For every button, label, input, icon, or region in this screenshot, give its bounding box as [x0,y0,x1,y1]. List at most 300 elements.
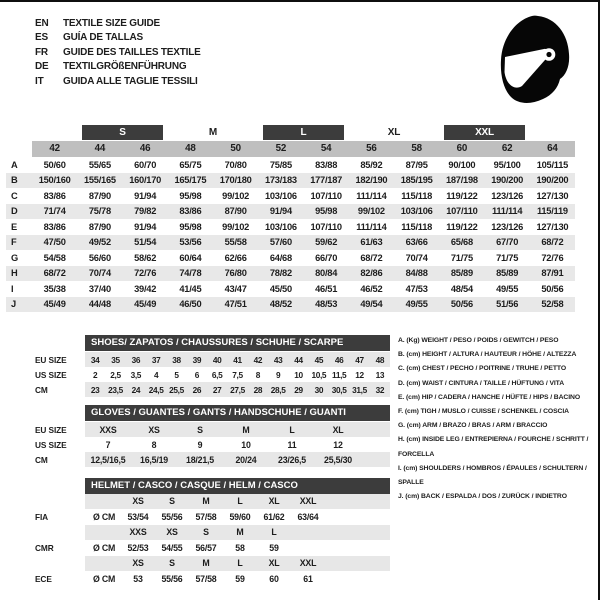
helmet-table-body [35,494,390,587]
helmet-size-label: L [237,558,243,569]
language-code: DE [35,61,49,73]
diameter-cm-label: Ø CM [93,511,116,522]
size-value: 87/90 [224,206,247,217]
helmet-size-label: S [169,496,175,507]
helmet-value-row [35,509,390,525]
certification-label: FIA [35,511,49,522]
size-value: 99/102 [222,221,250,232]
size-value: 71/75 [450,252,473,263]
shoe-cm-value: 27 [212,384,222,395]
size-value: 52/58 [541,299,564,310]
helmet-size-label: XS [132,558,144,569]
shoe-us-size: 2,5 [110,369,121,380]
row-letter: E [11,221,17,232]
shoe-us-size: 8 [255,369,260,380]
language-code: EN [35,18,49,29]
size-value: 123/126 [491,190,524,201]
size-number: 60 [439,141,484,157]
glove-cm-value: 18/21,5 [186,454,214,465]
size-table-body [6,157,575,312]
size-number: 62 [485,141,530,157]
helmet-cert-section [35,556,390,587]
size-table-row [6,297,575,313]
row-letter: C [11,190,18,201]
size-table-row [6,281,575,297]
shoe-cm-value: 28,5 [270,384,286,395]
helmet-cm-value: 52/53 [127,542,149,553]
size-value: 46/51 [315,283,338,294]
size-value: 85/89 [496,268,519,279]
shoe-cm-value: 24 [131,384,141,395]
textile-size-table [6,124,575,312]
size-value: 61/63 [360,237,383,248]
helmet-cert-section [35,494,390,525]
gloves-table [35,404,390,467]
size-value: 95/98 [179,221,202,232]
helmet-size-label: L [237,496,243,507]
shoe-us-size: 9 [276,369,281,380]
size-value: 51/54 [134,237,157,248]
size-value: 50/56 [541,283,564,294]
legend-item: G. (cm) ARM / BRAZO / BRAS / ARM / BRACCIO [398,422,548,430]
helmet-size-label: XXL [299,558,317,569]
helmet-size-label: S [203,527,209,538]
size-value: 170/180 [219,175,252,186]
size-value: 83/86 [43,190,66,201]
helmet-size-label: XS [166,527,178,538]
size-value: 187/198 [445,175,478,186]
measurement-legend [398,334,598,504]
size-value: 91/94 [134,221,157,232]
cm-label: CM [35,384,48,395]
diameter-cm-label: Ø CM [93,542,116,553]
size-value: 39/42 [134,283,157,294]
shoe-us-size: 4 [154,369,159,380]
size-value: 155/165 [83,175,116,186]
title-text: TEXTILGRÖßENFÜHRUNG [63,61,187,73]
shoe-us-size: 13 [375,369,385,380]
size-value: 79/82 [134,206,157,217]
size-value: 68/72 [541,237,564,248]
size-value: 115/119 [536,206,568,217]
size-value: 85/89 [450,268,473,279]
helmet-size-cells [85,525,390,541]
glove-eu-size: XXS [99,424,117,435]
shoe-us-size: 2 [93,369,98,380]
size-value: 41/45 [179,283,202,294]
legend-item: H. (cm) INSIDE LEG / ENTREPIERNA / FOURCHE / SCHRITT / FORCELLA [398,436,589,458]
size-value: 182/190 [355,175,388,186]
size-group-label: L [263,125,344,140]
helmet-size-label: XL [268,496,280,507]
helmet-size-row [35,494,390,510]
size-value: 75/78 [88,206,111,217]
size-value: 51/56 [496,299,519,310]
size-value: 62/66 [224,252,247,263]
glove-eu-size: XS [148,424,160,435]
helmet-value-row [35,571,390,587]
row-letter: H [11,268,18,279]
helmet-size-label: S [169,558,175,569]
size-value: 91/94 [269,206,292,217]
glove-us-size: 7 [105,439,111,450]
legend-item: D. (cm) WAIST / CINTURA / TAILLE / HÜFTUNG / VITA [398,379,565,387]
size-value: 56/60 [88,252,111,263]
size-value: 76/80 [224,268,247,279]
size-value: 43/47 [224,283,247,294]
helmet-value-cells [85,540,390,556]
helmet-cm-value: 59 [235,573,245,584]
size-value: 119/122 [446,221,478,232]
glove-us-size: 9 [197,439,203,450]
size-value: 115/118 [401,221,433,232]
size-value: 70/74 [405,252,428,263]
size-number: 54 [304,141,349,157]
size-value: 99/102 [222,190,250,201]
size-value: 111/114 [356,190,387,201]
size-value: 70/74 [88,268,111,279]
shoe-eu-size: 40 [212,354,222,365]
legend-item: B. (cm) HEIGHT / ALTURA / HAUTEUR / HÖHE / ALTEZZA [398,351,577,359]
size-table-row [6,235,575,251]
size-value: 71/75 [496,252,519,263]
helmet-cm-value: 55/56 [161,573,183,584]
size-value: 66/70 [315,252,338,263]
glove-us-size: 8 [151,439,157,450]
helmet-size-row [35,525,390,541]
legend-item: J. (cm) BACK / ESPALDA / DOS / ZURÜCK / INDIETRO [398,493,567,501]
size-value: 185/195 [400,175,433,186]
shoe-cm-value: 24,5 [148,384,164,395]
size-value: 72/76 [541,252,564,263]
title-language-row [35,75,201,89]
size-value: 127/130 [536,190,569,201]
size-value: 35/38 [43,283,66,294]
size-table-row [6,157,575,173]
glove-eu-size: M [242,424,250,435]
title-language-row [35,60,201,74]
glove-cm-value: 23/26,5 [278,454,306,465]
size-group-row [6,124,575,141]
shoe-us-size: 12 [355,369,364,380]
size-value: 87/90 [88,190,111,201]
helmet-cert-section [35,525,390,556]
size-value: 177/187 [310,175,343,186]
shoe-eu-size: 46 [334,354,344,365]
size-value: 160/170 [129,175,162,186]
shoe-us-size: 6,5 [211,369,223,380]
size-value: 70/80 [224,159,247,170]
size-value: 54/58 [43,252,66,263]
shoe-eu-size: 34 [90,354,100,365]
helmet-cm-value: 55/56 [161,511,183,522]
size-table-row [6,250,575,266]
size-value: 50/60 [43,159,66,170]
size-value: 74/78 [179,268,202,279]
shoe-eu-size: 37 [151,354,161,365]
title-text: GUIDA ALLE TAGLIE TESSILI [63,75,198,87]
helmet-cm-value: 63/64 [297,511,319,522]
helmet-size-label: XXS [129,527,147,538]
eu-size-label: EU SIZE [35,354,67,365]
shoe-eu-size: 44 [294,354,303,365]
size-number: 46 [123,141,168,157]
helmet-size-row [35,556,390,572]
shoe-cm-value: 30 [314,384,324,395]
size-value: 44/48 [88,299,111,310]
size-value: 48/52 [269,299,292,310]
size-value: 190/200 [491,175,524,186]
helmet-cm-value: 58 [235,542,245,553]
glove-eu-size: S [197,424,203,435]
empty-cell [6,141,32,157]
shoe-eu-size: 48 [375,354,385,365]
helmet-table-title: HELMET / CASCO / CASQUE / HELM / CASCO [85,478,390,494]
helmet-size-label: XXL [299,496,317,507]
title-language-row [35,17,201,31]
size-number-row [6,141,575,157]
glove-cm-value: 16,5/19 [140,454,168,465]
cm-label: CM [35,454,48,465]
shoe-cm-value: 28 [253,384,263,395]
size-value: 83/88 [315,159,338,170]
glove-us-size: 10 [241,439,251,450]
helmet-icon [492,12,572,107]
size-value: 103/106 [264,190,297,201]
size-value: 87/90 [88,221,111,232]
row-letter: F [11,237,17,248]
helmet-value-cells [85,509,390,525]
gloves-cm-row [35,452,390,467]
size-value: 47/50 [43,237,66,248]
us-size-label: US SIZE [35,369,67,380]
size-value: 103/106 [264,221,297,232]
glove-eu-size: XL [332,424,344,435]
size-value: 80/84 [315,268,338,279]
glove-us-size: 12 [333,439,343,450]
certification-label: ECE [35,573,52,584]
shoe-eu-size: 35 [111,354,120,365]
shoe-cm-value: 23 [90,384,100,395]
size-value: 111/114 [491,206,523,217]
size-value: 115/118 [401,190,433,201]
size-group-label: M [208,127,218,138]
size-value: 84/88 [405,268,428,279]
size-value: 50/56 [450,299,473,310]
size-value: 87/95 [405,159,428,170]
helmet-cm-value: 53/54 [127,511,149,522]
title-text: GUIDE DES TAILLES TEXTILE [63,46,201,58]
size-value: 45/50 [269,283,292,294]
title-language-row [35,46,201,60]
row-letter: I [11,283,14,294]
helmet-cm-value: 61/62 [263,511,285,522]
size-value: 87/91 [541,268,564,279]
shoe-us-size: 10 [294,369,303,380]
size-value: 107/110 [446,206,478,217]
size-value: 107/110 [310,190,342,201]
helmet-cm-value: 59/60 [229,511,251,522]
size-value: 59/62 [315,237,338,248]
us-size-label: US SIZE [35,439,67,450]
size-value: 55/65 [88,159,111,170]
size-value: 68/72 [43,268,66,279]
size-value: 107/110 [310,221,342,232]
helmet-cm-value: 60 [269,573,279,584]
size-group-label: XL [387,127,401,138]
size-value: 82/86 [360,268,383,279]
size-value: 99/102 [357,206,385,217]
helmet-header-row [35,478,390,494]
shoes-table [35,334,390,397]
shoe-us-size: 7,5 [232,369,243,380]
helmet-cm-value: 61 [303,573,313,584]
helmet-size-label: XL [268,558,280,569]
size-value: 90/100 [448,159,476,170]
size-value: 37/40 [88,283,111,294]
size-number: 64 [530,141,575,157]
size-number: 50 [213,141,258,157]
size-number: 56 [349,141,394,157]
size-group-label: XXL [444,125,525,140]
glove-eu-size: L [289,424,295,435]
shoes-us-row [35,367,390,382]
glove-cm-value: 20/24 [235,454,257,465]
size-value: 85/92 [360,159,383,170]
size-value: 63/66 [405,237,428,248]
helmet-value-cells [85,571,390,587]
shoe-us-size: 5 [174,369,179,380]
helmet-cm-value: 53 [133,573,143,584]
language-code: FR [35,46,48,58]
shoe-cm-value: 29 [294,384,303,395]
size-number: 58 [394,141,439,157]
size-value: 46/50 [179,299,202,310]
size-value: 95/98 [179,190,202,201]
gloves-table-title: GLOVES / GUANTES / GANTS / HANDSCHUHE / GUANTI [85,405,390,421]
size-value: 45/49 [134,299,157,310]
size-value: 47/53 [405,283,428,294]
shoe-eu-size: 43 [273,354,283,365]
size-value: 123/126 [491,221,524,232]
glove-us-size: 11 [287,439,297,450]
size-value: 64/68 [269,252,292,263]
shoe-cm-value: 25,5 [169,384,184,395]
shoe-cm-value: 27,5 [230,384,245,395]
shoes-table-title: SHOES/ ZAPATOS / CHAUSSURES / SCHUHE / SCARPE [85,335,390,351]
legend-item: E. (cm) HIP / CADERA / HANCHE / HÜFTE / HIPS / BACINO [398,393,581,401]
size-value: 47/51 [224,299,247,310]
shoe-cm-value: 30,5 [331,384,347,395]
helmet-size-label: XS [132,496,144,507]
shoe-eu-size: 47 [355,354,364,365]
shoe-cm-value: 26 [192,384,202,395]
glove-cm-value: 12,5/16,5 [90,454,126,465]
shoe-us-size: 10,5 [311,369,327,380]
legend-item: C. (cm) CHEST / PECHO / POITRINE / TRUHE / PETTO [398,365,567,373]
shoe-eu-size: 36 [131,354,141,365]
helmet-cm-value: 57/58 [195,573,217,584]
helmet-size-label: M [202,558,210,569]
size-number: 52 [258,141,303,157]
helmet-table [35,478,390,587]
shoe-cm-value: 32 [375,384,385,395]
size-group-label: S [82,125,163,140]
legend-item: A. (Kg) WEIGHT / PESO / POIDS / GEWITCH / PESO [398,337,559,344]
language-code: ES [35,32,48,44]
size-value: 65/75 [179,159,202,170]
size-value: 60/70 [134,159,157,170]
size-value: 48/54 [450,283,473,294]
gloves-us-row [35,437,390,452]
size-value: 49/52 [88,237,111,248]
helmet-cm-value: 57/58 [195,511,217,522]
shoe-cm-value: 31,5 [352,384,367,395]
title-text: GUÍA DE TALLAS [63,32,143,44]
size-value: 72/76 [134,268,157,279]
size-value: 65/68 [450,237,473,248]
size-value: 190/200 [536,175,569,186]
row-letter: B [11,175,18,186]
size-number: 44 [77,141,122,157]
size-value: 49/55 [405,299,428,310]
helmet-cm-value: 56/57 [195,542,217,553]
gloves-header-row [35,404,390,422]
shoe-us-size: 3,5 [130,369,142,380]
size-value: 68/72 [360,252,383,263]
size-value: 105/115 [536,159,569,170]
title-language-block [35,17,201,89]
size-value: 67/70 [496,237,519,248]
size-value: 58/62 [134,252,157,263]
size-value: 57/60 [269,237,292,248]
size-value: 173/183 [264,175,297,186]
size-value: 46/52 [360,283,383,294]
shoe-cm-value: 23,5 [108,384,123,395]
size-value: 165/175 [174,175,207,186]
helmet-cm-value: 54/55 [161,542,183,553]
size-value: 45/49 [43,299,66,310]
size-table-row [6,188,575,204]
helmet-size-label: M [236,527,244,538]
size-value: 103/106 [400,206,433,217]
shoe-eu-size: 45 [314,354,324,365]
row-letter: G [11,252,18,263]
size-value: 111/114 [356,221,387,232]
shoe-eu-size: 39 [192,354,202,365]
size-number: 48 [168,141,213,157]
size-value: 71/74 [43,206,66,217]
size-value: 119/122 [446,190,478,201]
size-table-row [6,266,575,282]
size-value: 127/130 [536,221,569,232]
size-value: 83/86 [179,206,202,217]
size-value: 53/56 [179,237,202,248]
glove-cm-value: 25,5/30 [324,454,352,465]
size-value: 95/98 [315,206,338,217]
shoes-header-row [35,334,390,352]
size-value: 48/53 [315,299,338,310]
language-code: IT [35,75,44,87]
title-language-row [35,31,201,45]
row-letter: D [11,206,18,217]
size-table-row [6,173,575,189]
size-value: 83/86 [43,221,66,232]
legend-item: F. (cm) TIGH / MUSLO / CUISSE / SCHENKEL / COSCIA [398,408,569,416]
helmet-size-cells [85,494,390,510]
title-text: TEXTILE SIZE GUIDE [63,18,160,29]
size-value: 91/94 [134,190,157,201]
